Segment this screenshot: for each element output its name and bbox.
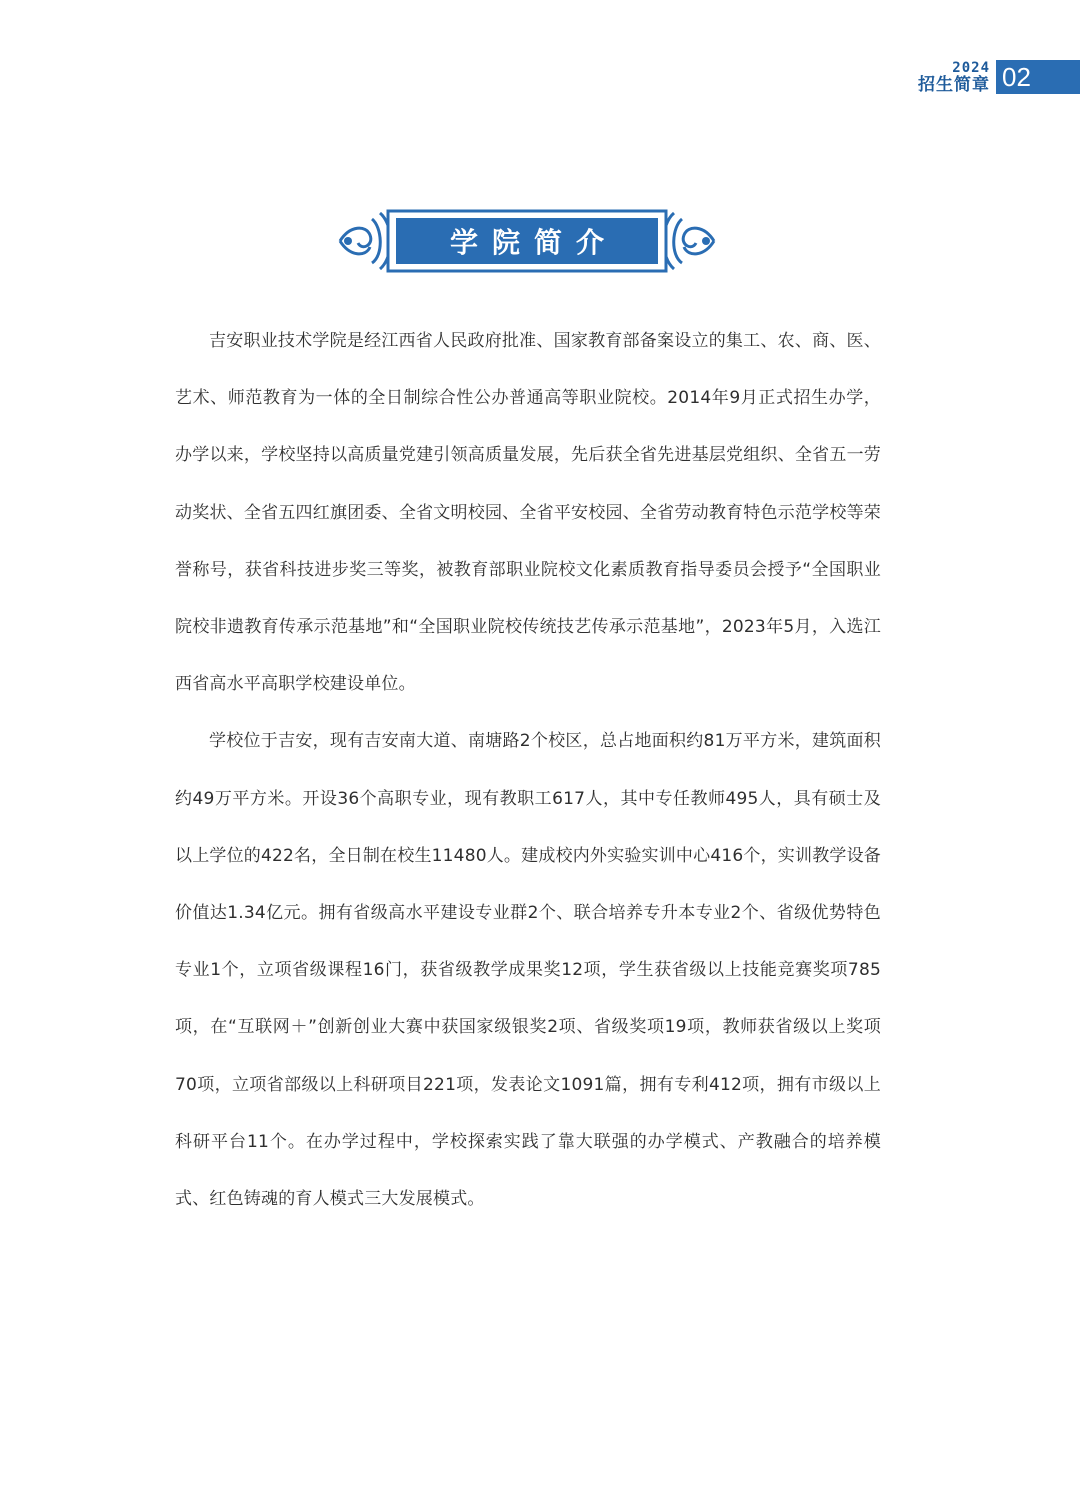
- badge-text-group: [918, 60, 996, 94]
- section-title-banner: [332, 205, 722, 277]
- page-number-box: [996, 60, 1080, 94]
- badge-year: 2024: [952, 59, 990, 76]
- intro-content: [175, 313, 881, 1228]
- section-title: 学院简介: [449, 226, 618, 259]
- intro-paragraph-2: 学校位于吉安，现有吉安南大道、南塘路2个校区，总占地面积约81万平方米，建筑面积约49万平方米。开设36个高职专业，现有教职工617人，其中专任教师495人，具有硕士及以上学位的422名，全日制在校生11480人。建成校内外实验实训中心416个，实训教学设备价值达1.34亿元。拥有省级高水平建设专业群2个、联合培养专升本专业2个、省级优势特色专业1个，立项省级课程16门，获省级教学成果奖12项，学生获省级以上技能竞赛奖项785项，在“互联网＋”创新创业大赛中获国家级银奖2项、省级奖项19项，教师获省级以上奖项70项，立项省部级以上科研项目221项，发表论文1091篇，拥有专利412项，拥有市级以上科研平台11个。在办学过程中，学校探索实践了靠大联强的办学模式、产教融合的培养模式、红色铸魂的育人模式三大发展模式。: [175, 731, 881, 1210]
- header-badge: [918, 60, 1080, 94]
- intro-paragraph-1: 吉安职业技术学院是经江西省人民政府批准、国家教育部备案设立的集工、农、商、医、艺术、师范教育为一体的全日制综合性公办普通高等职业院校。2014年9月正式招生办学，办学以来，学校坚持以高质量党建引领高质量发展，先后获全省先进基层党组织、全省五一劳动奖状、全省五四红旗团委、全省文明校园、全省平安校园、全省劳动教育特色示范学校等荣誉称号，获省科技进步奖三等奖，被教育部职业院校文化素质教育指导委员会授予“全国职业院校非遗教育传承示范基地”和“全国职业院校传统技艺传承示范基地”，2023年5月，入选江西省高水平高职学校建设单位。: [175, 331, 881, 695]
- badge-title: 招生简章: [918, 74, 990, 95]
- page-number: 02: [1002, 61, 1031, 92]
